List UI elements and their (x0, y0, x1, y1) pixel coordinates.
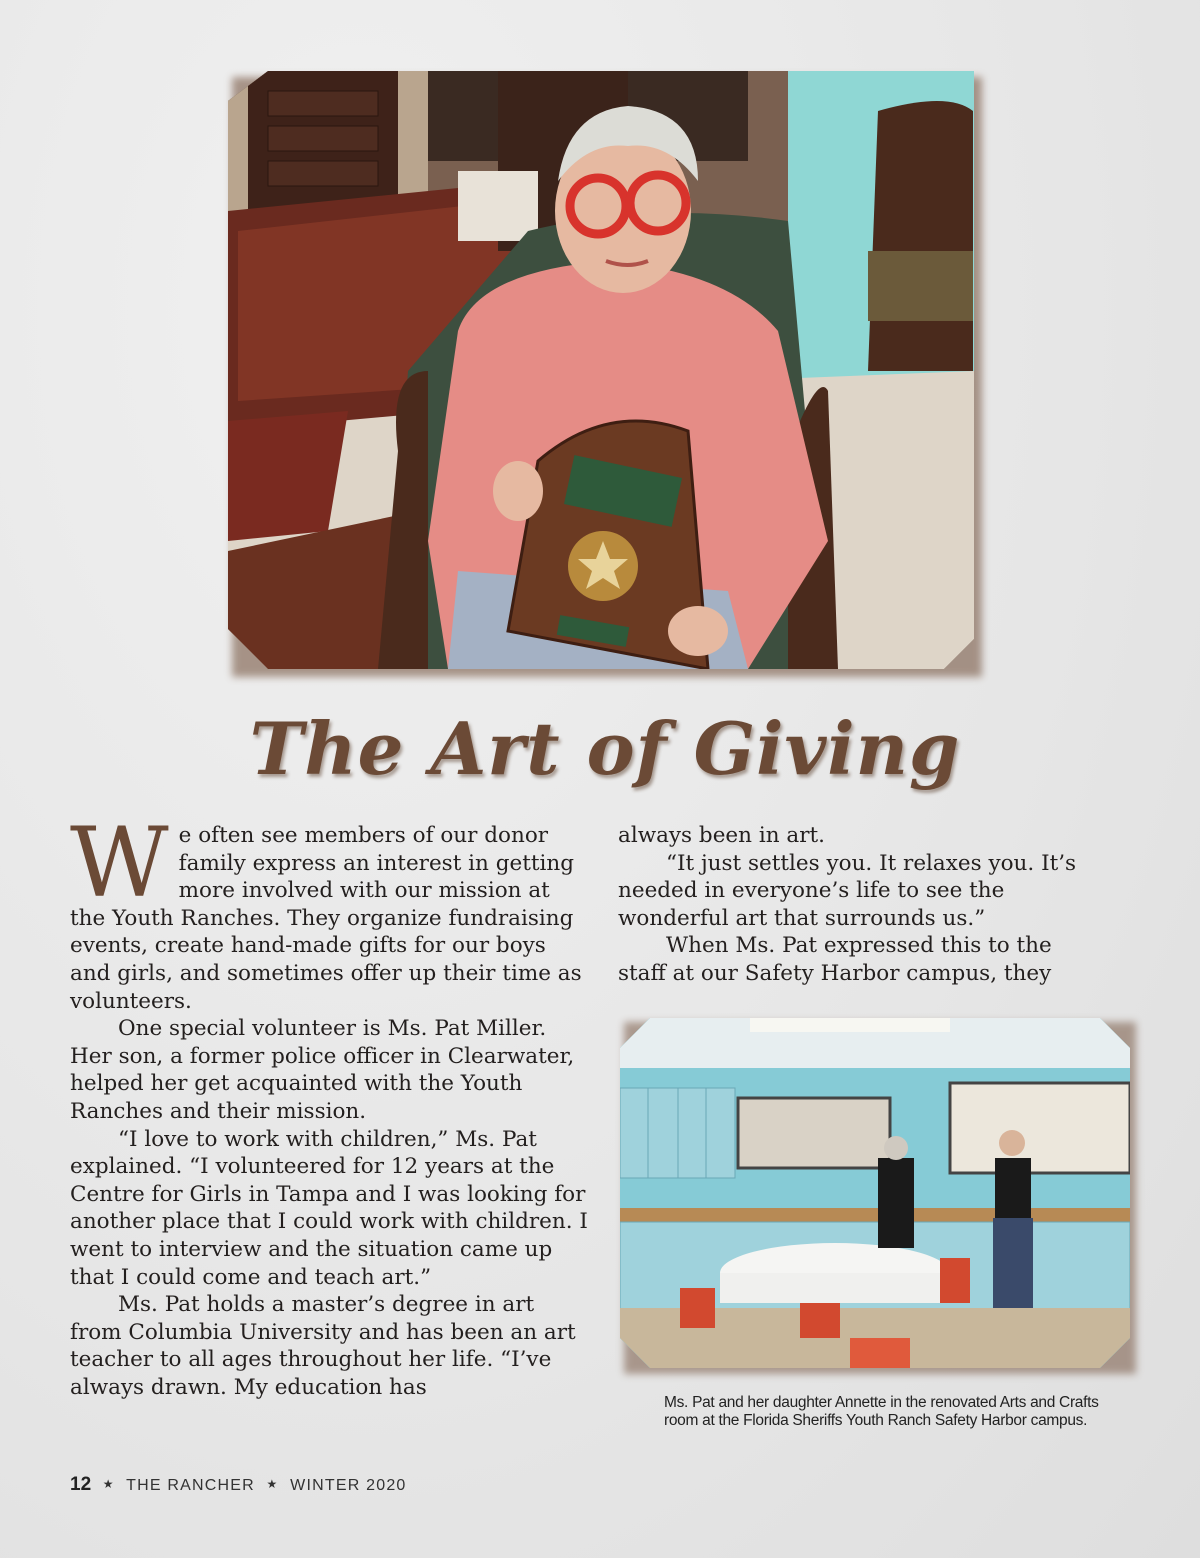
article-paragraph: e often see members of our donor family express an interest in getting more involved with our mission at the Youth Ranches. They organize fundraising events, create hand-made gifts for our boys and girls, and sometimes offer up their time as volunteers. (70, 823, 582, 1014)
article-column-right (618, 822, 1098, 988)
photo-arts-crafts-room (620, 1018, 1130, 1368)
photo-pat-miller-with-plaque (228, 71, 974, 669)
page-number: 12 (70, 1474, 92, 1495)
photo-caption: Ms. Pat and her daughter Annette in the renovated Arts and Crafts room at the Florida Sheriffs Youth Ranch Safety Harbor campus. (664, 1394, 1099, 1429)
article-column-left (70, 807, 590, 1401)
star-icon: ★ (102, 1477, 115, 1491)
article-paragraph: always been in art. (618, 823, 825, 848)
publication-name: THE RANCHER (126, 1477, 255, 1494)
article-paragraph: Ms. Pat holds a master’s degree in art from Columbia University and has been an art teacher to all ages throughout her life. “I’ve always drawn. My education has (70, 1292, 576, 1400)
star-icon: ★ (266, 1477, 279, 1491)
page-footer (70, 1474, 407, 1496)
article-paragraph: When Ms. Pat expressed this to the staff at our Safety Harbor campus, they (618, 933, 1052, 986)
headline: The Art of Giving (249, 706, 961, 791)
article-paragraph: One special volunteer is Ms. Pat Miller. Her son, a former police officer in Clearwater, helped her get acquainted with the Youth Ranches and their mission. (70, 1016, 575, 1124)
drop-cap: W (70, 807, 169, 919)
article-paragraph: “It just settles you. It relaxes you. It’s needed in everyone’s life to see the wonderful art that surrounds us.” (618, 850, 1077, 931)
issue-date: WINTER 2020 (290, 1477, 407, 1494)
article-paragraph: “I love to work with children,” Ms. Pat explained. “I volunteered for 12 years at the Centre for Girls in Tampa and I was looking for another place that I could work with children. I went to interview and the situation came up that I could come and teach art.” (70, 1126, 588, 1290)
